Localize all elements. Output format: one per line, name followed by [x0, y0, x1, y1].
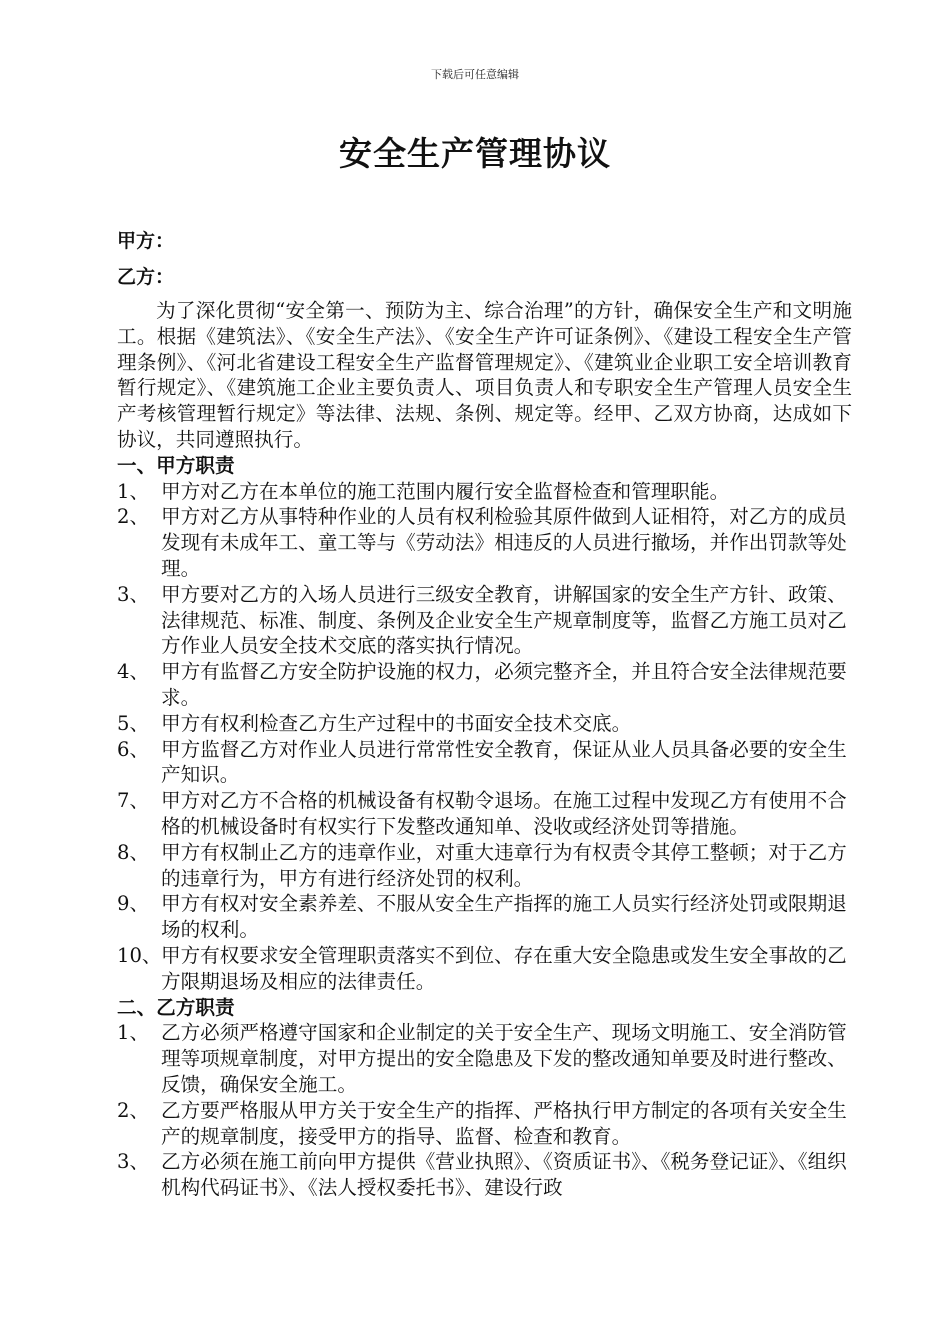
- item-number: 2、: [117, 1098, 150, 1122]
- header-note: 下载后可任意编辑: [431, 68, 519, 81]
- document-title: 安全生产管理协议: [339, 134, 611, 173]
- item-number: 9、: [117, 892, 150, 916]
- item-text: 甲方有监督乙方安全防护设施的权力，必须完整齐全，并且符合安全法律规范要求。: [161, 660, 847, 709]
- list-item: [117, 891, 852, 943]
- item-number: 8、: [117, 840, 150, 864]
- item-text: 甲方有权利检查乙方生产过程中的书面安全技术交底。: [161, 711, 632, 735]
- item-number: 1、: [117, 479, 150, 503]
- item-text: 乙方必须在施工前向甲方提供《营业执照》、《资质证书》、《税务登记证》、《组织机构代码证书》、《法人授权委托书》、建设行政: [161, 1150, 847, 1200]
- list-item: [117, 840, 852, 892]
- list-item: [117, 737, 852, 789]
- item-text: 乙方必须严格遵守国家和企业制定的关于安全生产、现场文明施工、安全消防管理等项规章制度，对甲方提出的安全隐患及下发的整改通知单要及时进行整改、反馈，确保安全施工。: [161, 1021, 847, 1096]
- section-title-party-b: 二、乙方职责: [117, 995, 235, 1019]
- item-text: 乙方要严格服从甲方关于安全生产的指挥、严格执行甲方制定的各项有关安全生产的规章制度，接受甲方的指导、监督、检查和教育。: [161, 1098, 847, 1148]
- party-a-duties-list: [117, 479, 852, 995]
- item-text: 甲方要对乙方的入场人员进行三级安全教育，讲解国家的安全生产方针、政策、法律规范、标准、制度、条例及企业安全生产规章制度等，监督乙方施工员对乙方作业人员安全技术交底的落实执行情况。: [161, 582, 847, 658]
- item-text: 甲方有权对安全素养差、不服从安全生产指挥的施工人员实行经济处罚或限期退场的权利。: [161, 892, 847, 942]
- list-item: [117, 1020, 852, 1097]
- list-item: [117, 659, 852, 711]
- intro-paragraph: 为了深化贯彻“安全第一、预防为主、综合治理”的方针，确保安全生产和文明施工。根据《建筑法》、《安全生产法》、《安全生产许可证条例》、《建设工程安全生产管理条例》、《河北省建设工程安全生产监督管理规定》、《建筑业企业职工安全培训教育暂行规定》、《建筑施工企业主要负责人、项目负责人和专职安全生产管理人员安全生产考核管理暂行规定》等法律、法规、条例、规定等。经甲、乙双方协商，达成如下协议，共同遵照执行。: [117, 299, 852, 451]
- item-number: 3、: [117, 582, 150, 606]
- list-item: [117, 1098, 852, 1150]
- party-b-duties-list: [117, 1020, 852, 1201]
- item-number: 3、: [117, 1150, 150, 1174]
- list-item: [117, 943, 852, 995]
- list-item: [117, 582, 852, 659]
- section-title-party-a: 一、甲方职责: [117, 453, 235, 477]
- item-text: 甲方有权制止乙方的违章作业，对重大违章行为有权责令其停工整顿；对于乙方的违章行为，甲方有进行经济处罚的权利。: [161, 840, 847, 890]
- item-number: 4、: [117, 660, 150, 684]
- list-item: [117, 711, 852, 737]
- item-number: 7、: [117, 789, 150, 813]
- item-text: 甲方对乙方不合格的机械设备有权勒令退场。在施工过程中发现乙方有使用不合格的机械设备时有权实行下发整改通知单、没收或经济处罚等措施。: [161, 789, 847, 838]
- list-item: [117, 479, 852, 505]
- item-number: 1、: [117, 1021, 150, 1045]
- list-item: [117, 788, 852, 840]
- item-number: 2、: [117, 505, 150, 529]
- item-text: 甲方监督乙方对作业人员进行常常性安全教育，保证从业人员具备必要的安全生产知识。: [161, 737, 847, 787]
- list-item: [117, 1149, 852, 1201]
- list-item: [117, 504, 852, 581]
- item-number: 5、: [117, 711, 150, 735]
- party-b-label: 乙方：: [117, 266, 175, 288]
- item-text: 甲方对乙方从事特种作业的人员有权利检验其原件做到人证相符，对乙方的成员发现有未成年工、童工等与《劳动法》相违反的人员进行撤场，并作出罚款等处理。: [161, 505, 847, 580]
- item-number: 10、: [117, 943, 162, 967]
- document-body: [117, 298, 852, 1201]
- item-text: 甲方有权要求安全管理职责落实不到位、存在重大安全隐患或发生安全事故的乙方限期退场及相应的法律责任。: [161, 943, 847, 993]
- party-a-label: 甲方：: [117, 230, 175, 252]
- item-number: 6、: [117, 737, 150, 761]
- item-text: 甲方对乙方在本单位的施工范围内履行安全监督检查和管理职能。: [161, 479, 730, 503]
